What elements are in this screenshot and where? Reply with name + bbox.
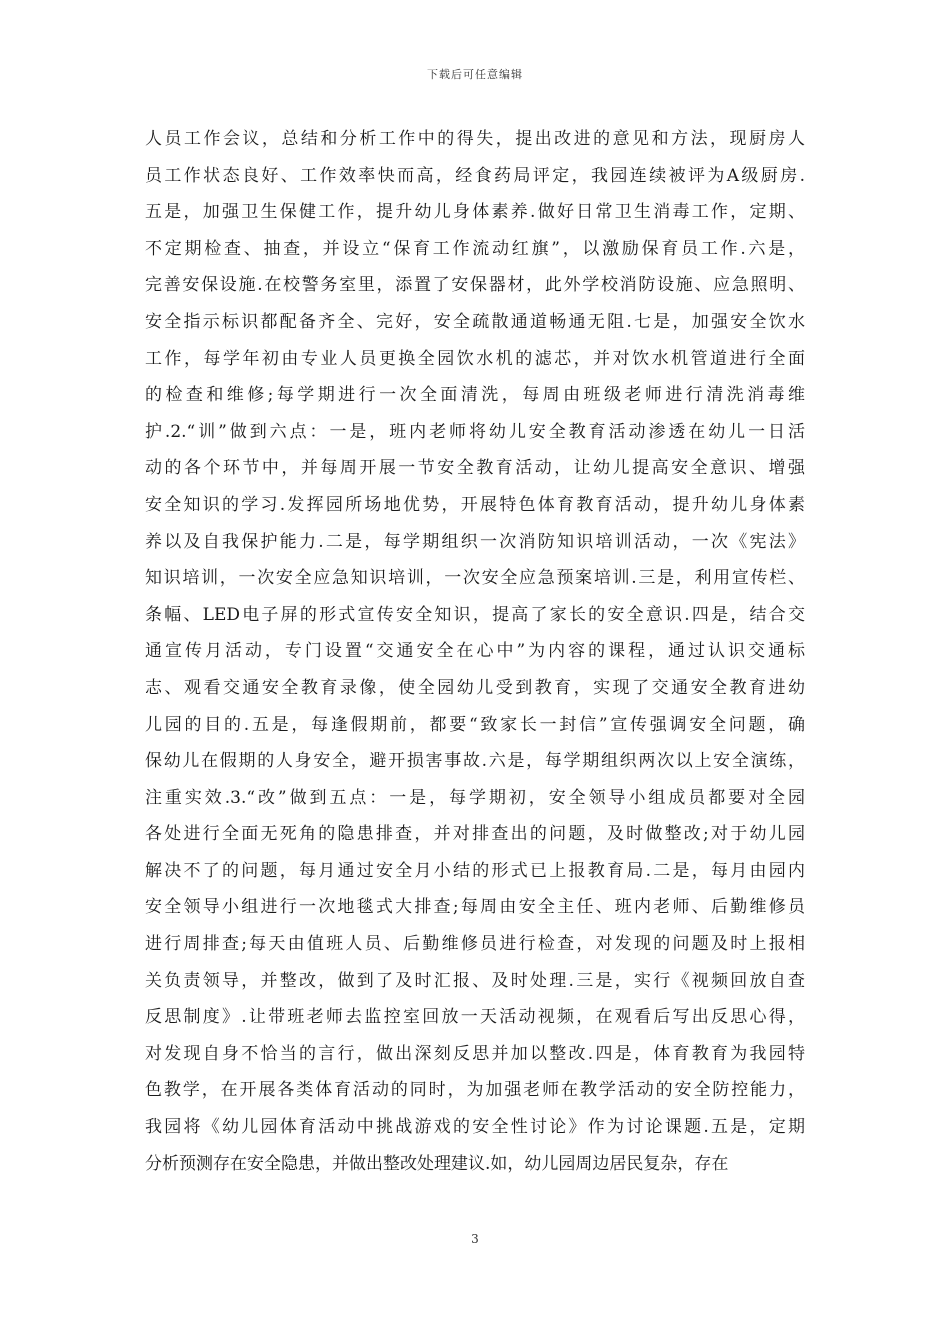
text-line: 解决不了的问题，每月通过安全月小结的形式已上报教育局.二是，每月由园内 <box>145 860 805 881</box>
text-line: 动的各个环节中，并每周开展一节安全教育活动，让幼儿提高安全意识、增强 <box>145 458 805 479</box>
text-line: 养以及自我保护能力.二是，每学期组织一次消防知识培训活动，一次《宪法》 <box>145 531 805 552</box>
text-line: 安全指示标识都配备齐全、完好，安全疏散通道畅通无阻.七是，加强安全饮水 <box>145 311 805 332</box>
text-line: 完善安保设施.在校警务室里，添置了安保器材，此外学校消防设施、应急照明、 <box>145 275 805 296</box>
text-line: 分析预测存在安全隐患，并做出整改处理建议.如，幼儿园周边居民复杂，存在 <box>145 1153 729 1174</box>
text-line: 工作，每学年初由专业人员更换全园饮水机的滤芯，并对饮水机管道进行全面 <box>145 348 805 369</box>
page-header: 下载后可任意编辑 <box>427 68 523 81</box>
text-line: 员工作状态良好、工作效率快而高，经食药局评定，我园连续被评为A级厨房. <box>145 165 805 186</box>
text-line: 注重实效.3.“改”做到五点：一是，每学期初，安全领导小组成员都要对全园 <box>145 787 805 808</box>
text-line: 对发现自身不恰当的言行，做出深刻反思并加以整改.四是，体育教育为我园特 <box>145 1043 805 1064</box>
text-line: 人员工作会议，总结和分析工作中的得失，提出改进的意见和方法，现厨房人 <box>145 129 805 149</box>
text-line: 我园将《幼儿园体育活动中挑战游戏的安全性讨论》作为讨论课题.五是，定期 <box>145 1117 805 1138</box>
text-line: 进行周排查;每天由值班人员、后勤维修员进行检查，对发现的问题及时上报相 <box>145 934 805 955</box>
text-line: 知识培训，一次安全应急知识培训，一次安全应急预案培训.三是，利用宣传栏、 <box>145 568 805 589</box>
text-line: 各处进行全面无死角的隐患排查，并对排查出的问题，及时做整改;对于幼儿园 <box>145 824 805 845</box>
text-line: 安全领导小组进行一次地毯式大排查;每周由安全主任、班内老师、后勤维修员 <box>145 897 805 918</box>
body-text <box>145 121 805 1182</box>
text-line: 保幼儿在假期的人身安全，避开损害事故.六是，每学期组织两次以上安全演练， <box>145 751 805 772</box>
text-line: 关负责领导，并整改，做到了及时汇报、及时处理.三是，实行《视频回放自查 <box>145 970 805 991</box>
page-number: 3 <box>471 1232 479 1246</box>
text-line: 不定期检查、抽查，并设立“保育工作流动红旗”，以激励保育员工作.六是， <box>145 238 805 259</box>
text-line: 志、观看交通安全教育录像，使全园幼儿受到教育，实现了交通安全教育进幼 <box>145 677 805 698</box>
text-line: 反思制度》.让带班老师去监控室回放一天活动视频，在观看后写出反思心得， <box>145 1007 805 1028</box>
text-line: 安全知识的学习.发挥园所场地优势，开展特色体育教育活动，提升幼儿身体素 <box>145 494 805 515</box>
text-line: 条幅、LED电子屏的形式宣传安全知识，提高了家长的安全意识.四是，结合交 <box>145 604 805 625</box>
text-line: 的检查和维修;每学期进行一次全面清洗，每周由班级老师进行清洗消毒维 <box>145 385 805 406</box>
text-line: 儿园的目的.五是，每逢假期前，都要“致家长一封信”宣传强调安全问题，确 <box>145 714 805 735</box>
text-line: 通宣传月活动，专门设置“交通安全在心中”为内容的课程，通过认识交通标 <box>145 641 805 662</box>
text-line: 色教学，在开展各类体育活动的同时，为加强老师在教学活动的安全防控能力， <box>145 1080 805 1101</box>
text-line: 五是，加强卫生保健工作，提升幼儿身体素养.做好日常卫生消毒工作，定期、 <box>145 202 805 223</box>
text-line: 护.2.“训”做到六点：一是，班内老师将幼儿安全教育活动渗透在幼儿一日活 <box>145 421 805 442</box>
